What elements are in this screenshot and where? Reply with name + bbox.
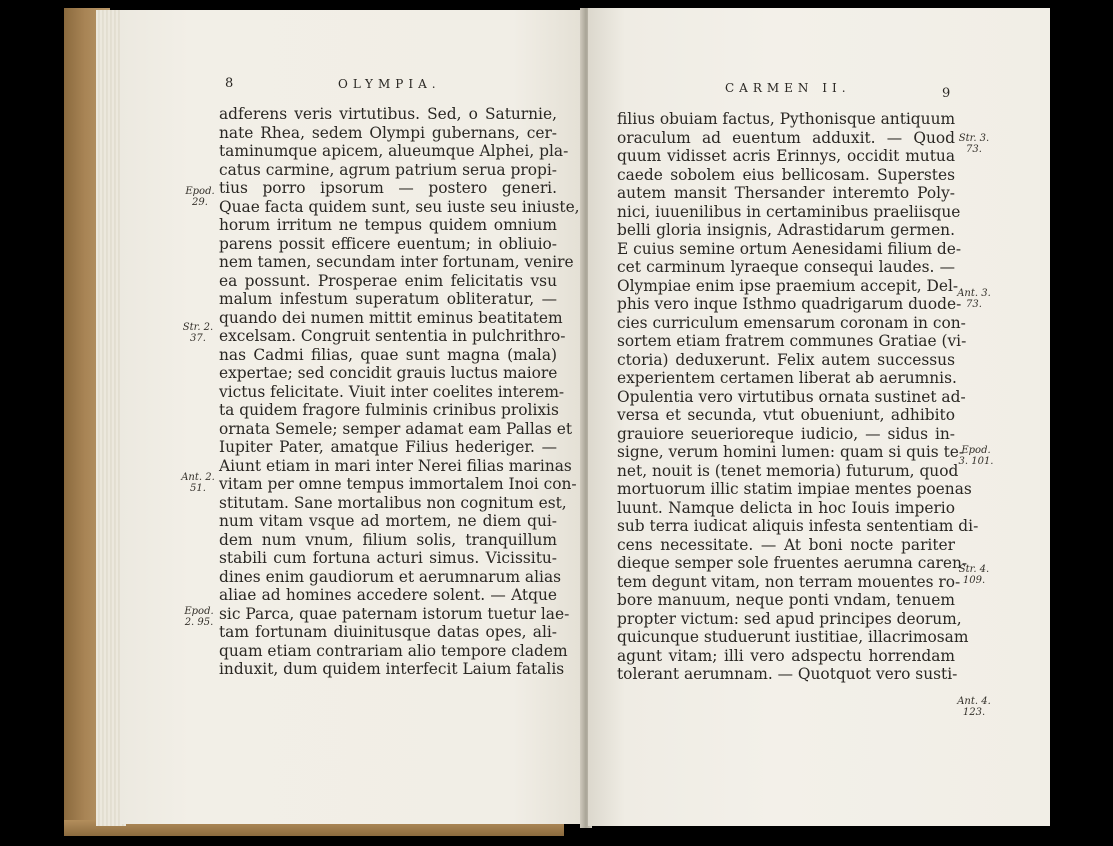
text-line: dieque semper sole fruentes aerumna caren- bbox=[617, 554, 968, 572]
text-line: signe, verum homini lumen: quam si quis te- bbox=[617, 443, 965, 461]
text-line: malum infestum superatum obliteratur, — bbox=[219, 290, 557, 308]
text-line: aliae ad homines accedere solent. — Atque bbox=[219, 586, 557, 604]
text-line: dines enim gaudiorum et aerumnarum alias bbox=[219, 567, 562, 586]
text-line: propter victum: sed apud principes deorum, bbox=[617, 609, 962, 628]
text-line: Iupiter Pater, amatque Filius hederiger. — bbox=[219, 438, 557, 456]
text-line: luunt. Namque delicta in hoc Iouis imperio bbox=[617, 498, 955, 517]
text-line: horum irritum ne tempus quidem omnium bbox=[219, 216, 557, 234]
text-line: agunt vitam; illi vero adspectu horrendam bbox=[617, 646, 955, 665]
text-line: autem mansit Thersander interemto Poly- bbox=[617, 184, 955, 202]
text-line: quum vidisset acris Erinnys, occidit mutua bbox=[617, 147, 955, 165]
margin-note: Str. 4. 109. bbox=[958, 564, 990, 586]
text-line: adferens veris virtutibus. Sed, o Saturnie, bbox=[219, 105, 557, 123]
text-line: induxit, dum quidem interfecit Laium fatalis bbox=[219, 660, 565, 678]
text-line: taminumque apicem, alueumque Alphei, pla- bbox=[219, 142, 569, 160]
text-line: ta quidem fragore fulminis crinibus prolixis bbox=[219, 401, 559, 419]
margin-note: Epod. 3. 101. bbox=[958, 445, 994, 467]
text-line: bore manuum, neque ponti vndam, tenuem bbox=[617, 591, 955, 609]
text-line: net, nouit is (tenet memoria) futurum, quod bbox=[617, 461, 959, 480]
margin-note: Ant. 2. 51. bbox=[181, 472, 215, 494]
text-line: cet carminum lyraeque consequi laudes. — bbox=[617, 258, 955, 276]
text-line: stabili cum fortuna acturi simus. Vicissitu- bbox=[219, 549, 557, 567]
text-line: experientem certamen liberat ab aerumnis. bbox=[617, 369, 957, 387]
text-line: tius porro ipsorum — postero generi. bbox=[219, 179, 557, 197]
text-line: belli gloria insignis, Adrastidarum germen. bbox=[617, 221, 955, 239]
margin-note: Ant. 4. 123. bbox=[957, 696, 991, 718]
page-number: 8 bbox=[225, 76, 234, 91]
text-line: versa et secunda, vtut obueniunt, adhibito bbox=[617, 406, 955, 424]
text-line: catus carmine, agrum patrium serua propi- bbox=[219, 160, 557, 179]
text-line: quando dei numen mittit eminus beatitatem bbox=[219, 308, 563, 327]
text-line: vitam per omne tempus immortalem Inoi con- bbox=[219, 475, 577, 493]
text-line: Opulentia vero virtutibus ornata sustinet ad- bbox=[617, 387, 966, 406]
text-line: nici, iuuenilibus in certaminibus praeliisque bbox=[617, 202, 961, 221]
text-line: sic Parca, quae paternam istorum tuetur lae- bbox=[219, 604, 570, 623]
text-line: caede sobolem eius bellicosam. Superstes bbox=[617, 165, 955, 184]
text-line: phis vero inque Isthmo quadrigarum duode- bbox=[617, 295, 962, 313]
text-line: Quae facta quidem sunt, seu iuste seu iniuste, bbox=[219, 197, 580, 216]
margin-note: Str. 2. 37. bbox=[182, 322, 214, 344]
margin-note: Ant. 3. 73. bbox=[957, 288, 991, 310]
text-line: sortem etiam fratrem communes Gratiae (vi- bbox=[617, 332, 967, 350]
text-line: nem tamen, secundam inter fortunam, venire bbox=[219, 253, 574, 271]
text-line: parens possit efficere euentum; in obliuio- bbox=[219, 234, 557, 253]
text-line: ctoria) deduxerunt. Felix autem successus bbox=[617, 350, 955, 369]
text-line: sub terra iudicat aliquis infesta sententiam di- bbox=[617, 517, 979, 535]
text-line: quam etiam contrariam alio tempore cladem bbox=[219, 641, 568, 660]
text-line: Aiunt etiam in mari inter Nerei filias marinas bbox=[219, 456, 572, 475]
text-line: victus felicitate. Viuit inter coelites interem- bbox=[219, 382, 565, 401]
left-page-text bbox=[219, 105, 580, 679]
text-line: cies curriculum emensarum coronam in con- bbox=[617, 313, 966, 332]
text-line: cens necessitate. — At boni nocte pariter bbox=[617, 535, 955, 554]
text-line: ea possunt. Prosperae enim felicitatis vsu bbox=[219, 271, 557, 290]
right-page bbox=[588, 8, 1050, 826]
left-page bbox=[120, 10, 582, 824]
text-line: dem num vnum, filium solis, tranquillum bbox=[219, 530, 557, 549]
running-head: CARMEN II. bbox=[725, 81, 851, 95]
text-line: quicunque studuerunt iustitiae, illacrimosam bbox=[617, 628, 969, 646]
text-line: expertae; sed concidit grauis luctus maiore bbox=[219, 364, 558, 382]
running-head: OLYMPIA. bbox=[338, 77, 441, 91]
margin-note: Str. 3. 73. bbox=[958, 133, 990, 155]
margin-note: Epod. 29. bbox=[185, 186, 215, 208]
text-line: oraculum ad euentum adduxit. — Quod bbox=[617, 128, 955, 147]
text-line: filius obuiam factus, Pythonisque antiquum bbox=[617, 110, 956, 128]
text-line: E cuius semine ortum Aenesidami filium de- bbox=[617, 239, 962, 258]
text-line: ornata Semele; semper adamat eam Pallas et bbox=[219, 419, 572, 438]
text-line: num vitam vsque ad mortem, ne diem qui- bbox=[219, 512, 557, 530]
text-line: Olympiae enim ipse praemium accepit, Del- bbox=[617, 276, 959, 295]
text-line: stitutam. Sane mortalibus non cognitum est, bbox=[219, 493, 567, 512]
text-line: nas Cadmi filias, quae sunt magna (mala) bbox=[219, 345, 557, 364]
text-line: nate Rhea, sedem Olympi gubernans, cer- bbox=[219, 123, 557, 142]
text-line: tam fortunam diuinitusque datas opes, ali- bbox=[219, 623, 557, 641]
page-number: 9 bbox=[942, 86, 951, 101]
text-line: tolerant aerumnam. — Quotquot vero susti- bbox=[617, 665, 958, 683]
margin-note: Epod. 2. 95. bbox=[184, 606, 214, 628]
text-line: grauiore seuerioreque iudicio, — sidus in- bbox=[617, 424, 955, 443]
text-line: tem degunt vitam, non terram mouentes ro- bbox=[617, 572, 961, 591]
text-line: mortuorum illic statim impiae mentes poenas bbox=[617, 480, 972, 498]
text-line: excelsam. Congruit sententia in pulchrithro- bbox=[219, 327, 566, 345]
